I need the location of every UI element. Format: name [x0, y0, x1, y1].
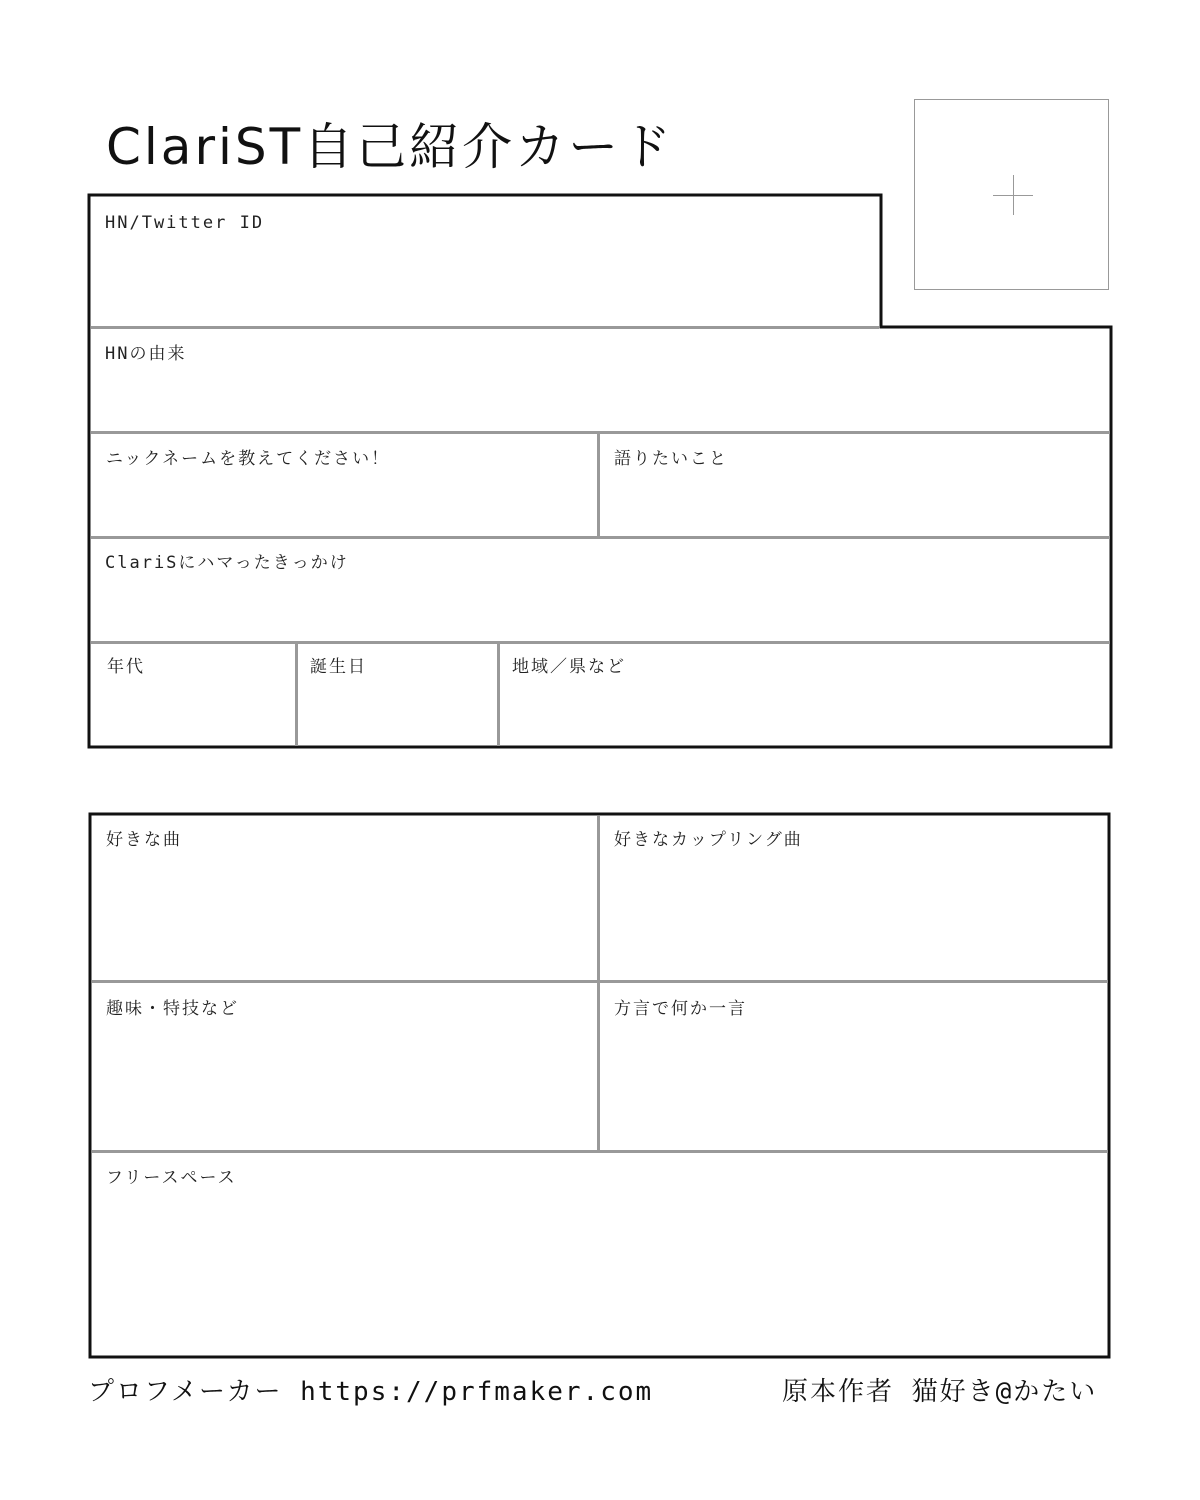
divider	[597, 816, 600, 1151]
hobby-label: 趣味・特技など	[106, 999, 239, 1019]
age-field[interactable]	[95, 684, 291, 742]
talk-label: 語りたいこと	[614, 449, 728, 469]
divider	[295, 644, 298, 746]
birthday-field[interactable]	[302, 684, 493, 742]
divider	[91, 641, 1110, 644]
region-label: 地域／県など	[512, 657, 626, 677]
trigger-label: ClariSにハマったきっかけ	[105, 553, 349, 573]
fav-coupling-field[interactable]	[604, 858, 1104, 976]
fav-song-label: 好きな曲	[106, 830, 182, 850]
region-field[interactable]	[504, 684, 1106, 742]
free-space-field[interactable]	[96, 1196, 1104, 1352]
fav-coupling-label: 好きなカップリング曲	[614, 830, 803, 850]
nickname-field[interactable]	[95, 475, 593, 533]
hn-twitter-field[interactable]	[95, 240, 875, 322]
divider	[497, 644, 500, 746]
divider	[92, 980, 1108, 983]
hn-origin-label: HNの由来	[105, 344, 187, 364]
free-space-label: フリースペース	[106, 1168, 237, 1188]
divider	[91, 536, 1110, 539]
age-label: 年代	[107, 657, 145, 677]
card-title: ClariST自己紹介カード	[106, 118, 675, 176]
divider	[597, 434, 600, 537]
birthday-label: 誕生日	[310, 657, 367, 677]
footer-maker-credit: プロフメーカー https://prfmaker.com	[88, 1377, 654, 1407]
hn-twitter-label: HN/Twitter ID	[105, 213, 265, 233]
divider	[92, 1150, 1108, 1153]
dialect-label: 方言で何か一言	[614, 999, 747, 1019]
nickname-label: ニックネームを教えてください！	[106, 449, 391, 469]
fav-song-field[interactable]	[96, 858, 592, 976]
trigger-field[interactable]	[95, 580, 1105, 638]
dialect-field[interactable]	[604, 1027, 1104, 1145]
hn-origin-field[interactable]	[95, 370, 1105, 428]
divider	[91, 431, 1110, 434]
hobby-field[interactable]	[96, 1027, 592, 1145]
divider	[91, 326, 879, 329]
footer-author-credit: 原本作者 猫好き@かたい	[782, 1377, 1098, 1407]
talk-field[interactable]	[604, 475, 1106, 533]
